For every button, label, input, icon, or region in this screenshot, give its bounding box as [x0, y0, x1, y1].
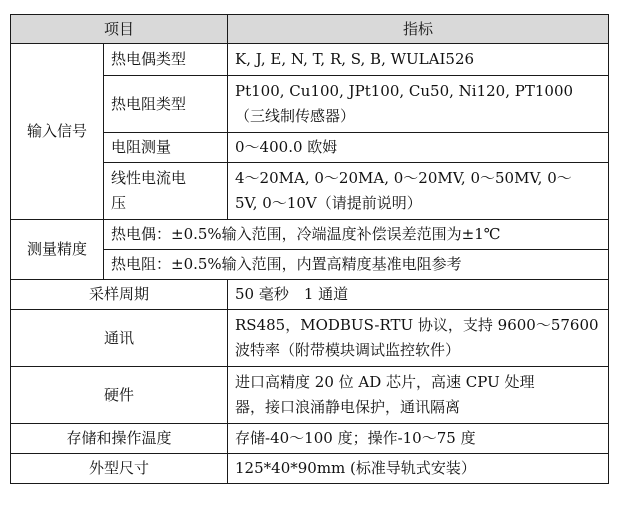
- accuracy-thermocouple: 热电偶：±0.5%输入范围，冷端温度补偿误差范围为±1℃: [104, 220, 609, 250]
- label-line: 线性电流电: [111, 169, 187, 187]
- resistance-label: 电阻测量: [104, 133, 228, 163]
- value-line: 125*40*90mm (标准导轨式安装）: [235, 459, 476, 477]
- value-line: 0～400.0 欧姆: [235, 138, 338, 156]
- hardware-value: [228, 367, 609, 424]
- table-row: [11, 367, 609, 424]
- value-line: K, J, E, N, T, R, S, B, WULAI526: [235, 50, 475, 68]
- thermocouple-type-label: 热电偶类型: [104, 44, 228, 76]
- comm-label: 通讯: [11, 310, 228, 367]
- header-spec: 指标: [228, 15, 609, 44]
- header-row: [11, 15, 609, 44]
- input-signal-label: 输入信号: [11, 44, 104, 220]
- header-item: 项目: [11, 15, 228, 44]
- accuracy-rtd: 热电阻：±0.5%输入范围，内置高精度基准电阻参考: [104, 250, 609, 280]
- rtd-type-value: [228, 76, 609, 133]
- table-row: [11, 424, 609, 454]
- dimensions-label: 外型尺寸: [11, 454, 228, 484]
- value-line: （三线制传感器）: [235, 107, 356, 125]
- table-row: [11, 220, 609, 250]
- value-line: 4～20MA, 0～20MA, 0～20MV, 0～50MV, 0～: [235, 169, 572, 187]
- dimensions-value: [228, 454, 609, 484]
- accuracy-label: 测量精度: [11, 220, 104, 280]
- resistance-value: [228, 133, 609, 163]
- table-row: [11, 280, 609, 310]
- value-line: 5V, 0～10V（请提前说明）: [235, 194, 422, 212]
- thermocouple-type-value: [228, 44, 609, 76]
- temperature-label: 存储和操作温度: [11, 424, 228, 454]
- sampling-value: [228, 280, 609, 310]
- label-line: 压: [111, 194, 127, 212]
- value-line: RS485，MODBUS-RTU 协议，支持 9600～57600: [235, 316, 599, 334]
- temperature-value: [228, 424, 609, 454]
- value-line: 进口高精度 20 位 AD 芯片，高速 CPU 处理: [235, 373, 535, 391]
- value-line: 50 毫秒 1 通道: [235, 285, 349, 303]
- linear-current-voltage-label: [104, 163, 228, 220]
- value-line: Pt100, Cu100, JPt100, Cu50, Ni120, PT1000: [235, 82, 574, 100]
- comm-value: [228, 310, 609, 367]
- value-line: 器，接口浪涌静电保护，通讯隔离: [235, 398, 461, 416]
- table-row: [11, 310, 609, 367]
- table-row: [11, 44, 609, 76]
- linear-current-voltage-value: [228, 163, 609, 220]
- table-row: [11, 454, 609, 484]
- value-line: 存储-40～100 度；操作-10～75 度: [235, 429, 476, 447]
- sampling-label: 采样周期: [11, 280, 228, 310]
- hardware-label: 硬件: [11, 367, 228, 424]
- rtd-type-label: 热电阻类型: [104, 76, 228, 133]
- spec-table: [10, 14, 609, 484]
- value-line: 波特率（附带模块调试监控软件）: [235, 341, 461, 359]
